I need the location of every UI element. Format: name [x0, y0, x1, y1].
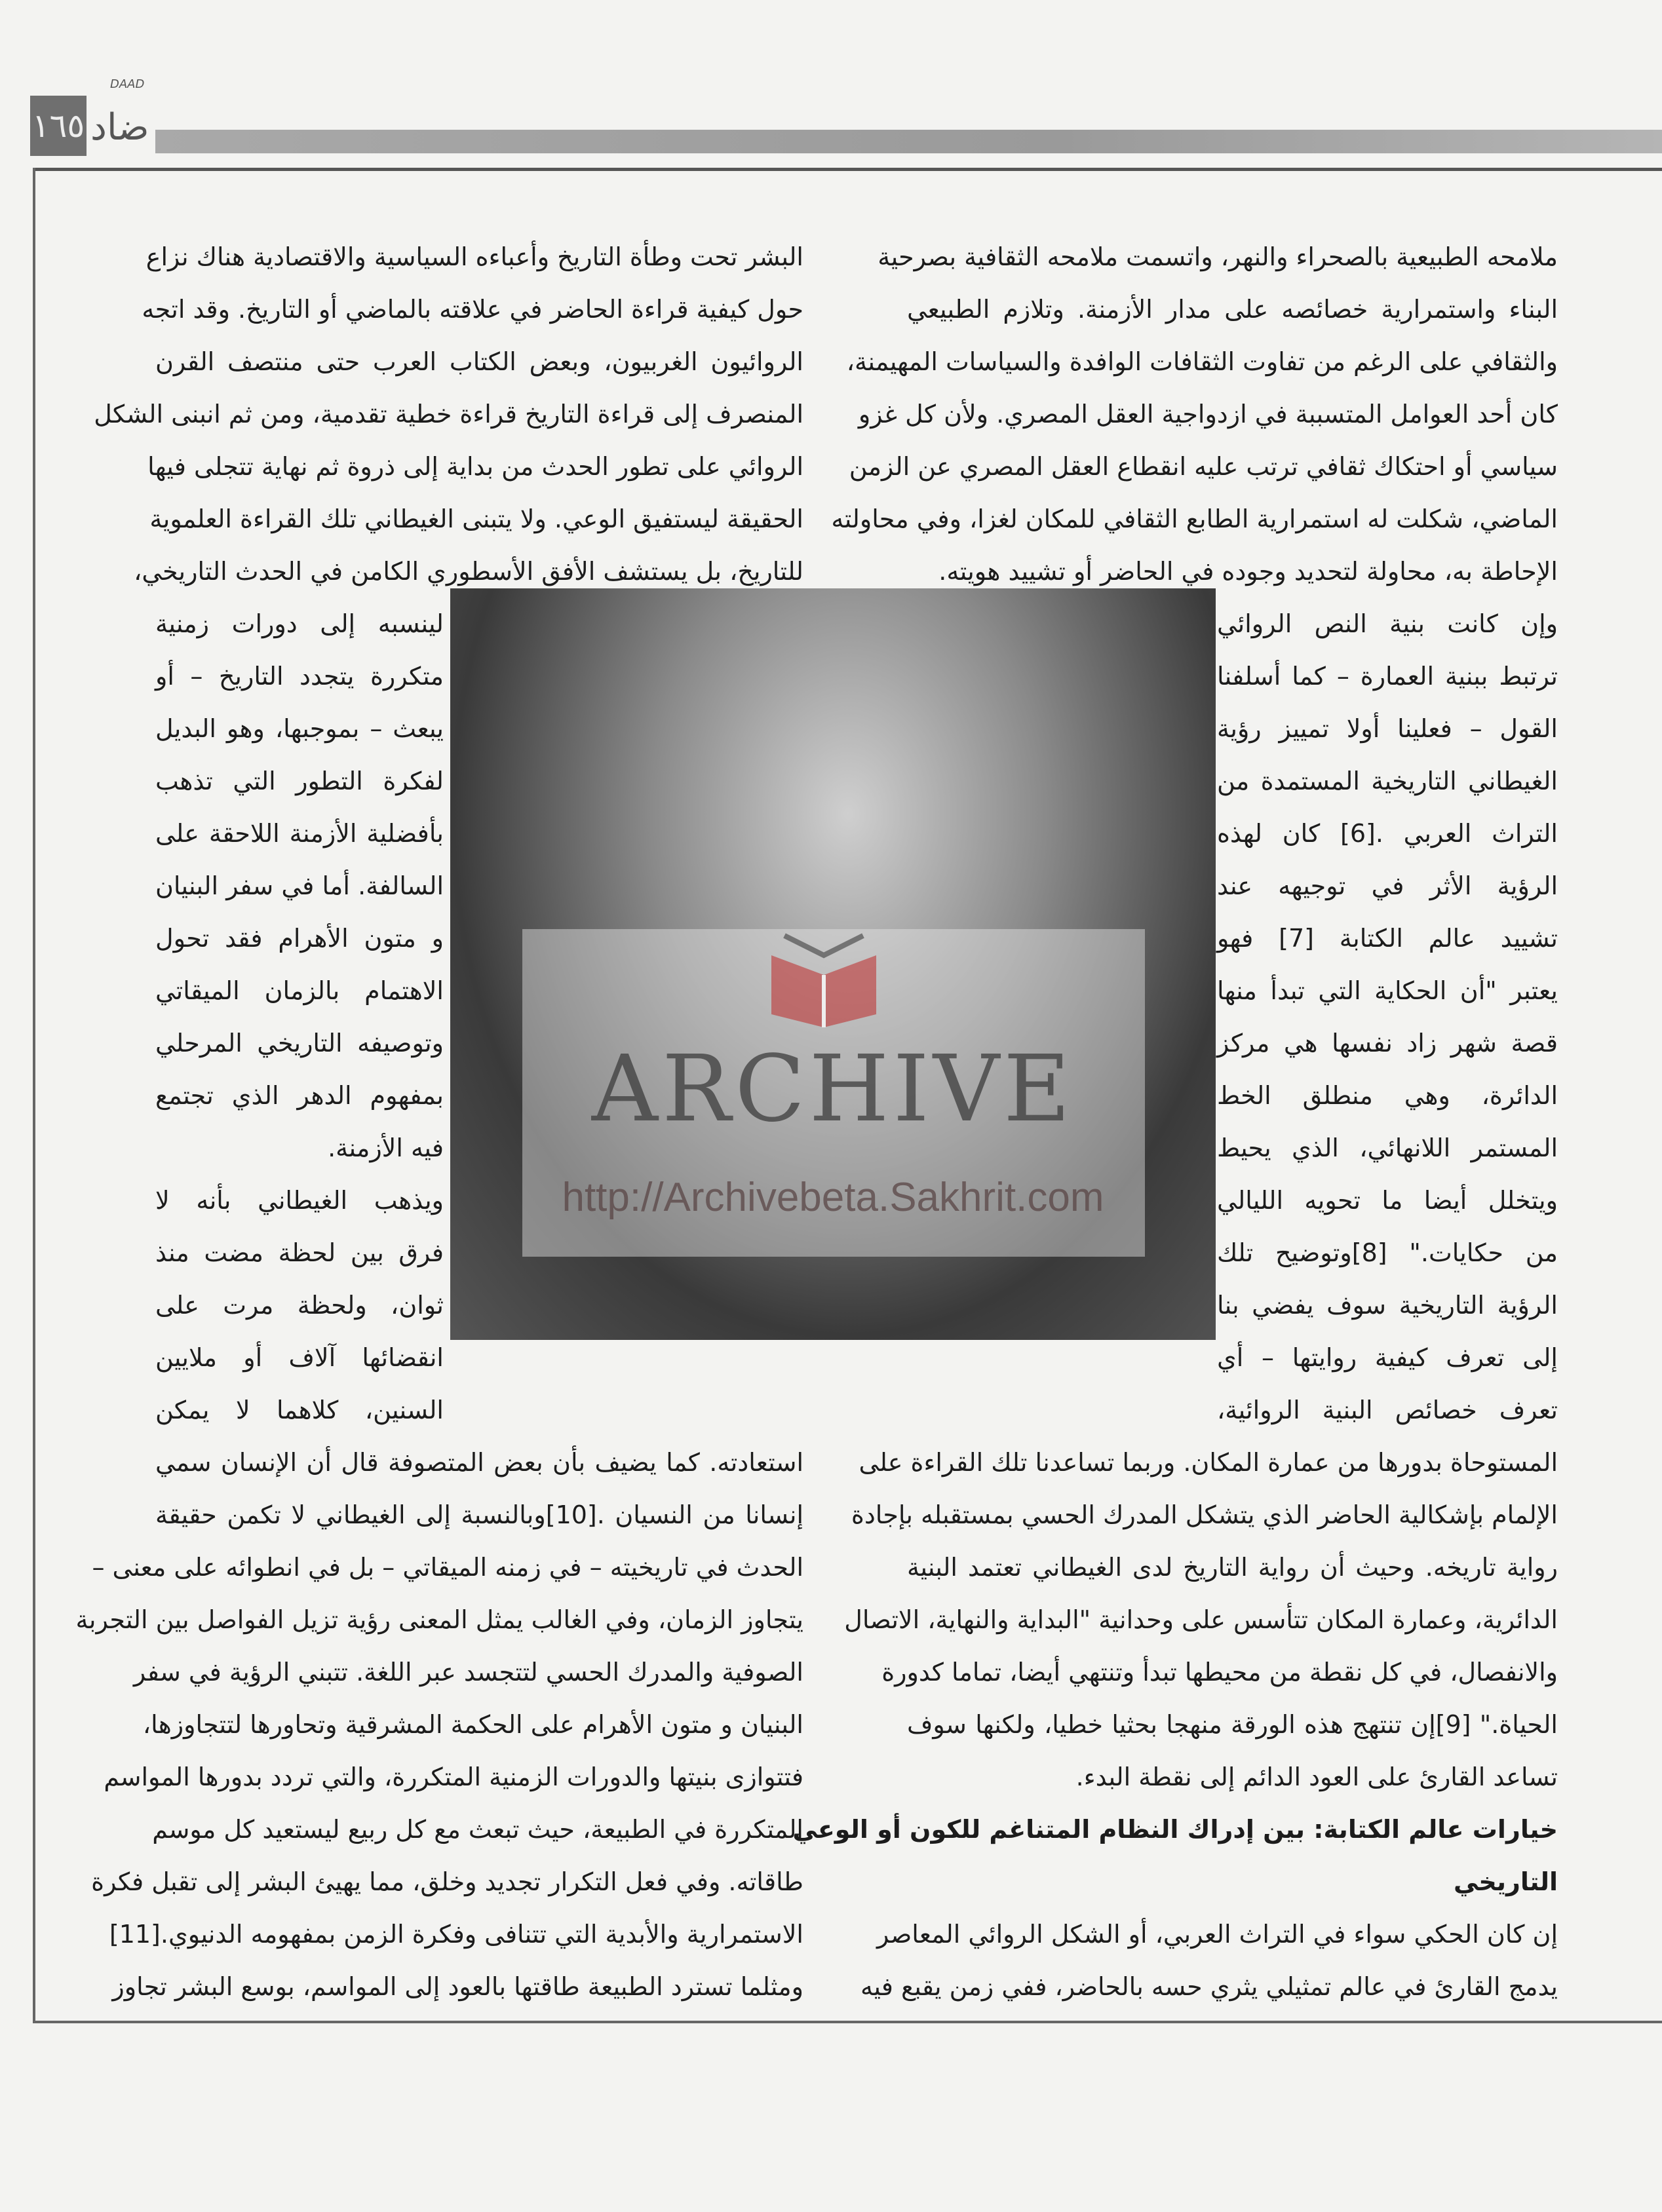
watermark-url: http://Archivebeta.Sakhrit.com — [562, 1175, 1104, 1220]
text-line: ويذهب الغيطاني بأنه لا — [155, 1186, 444, 1215]
text-line: المستمر اللانهائي، الذي يحيط — [1217, 1134, 1558, 1162]
text-line: ثوان، ولحظة مرت على — [155, 1291, 444, 1320]
text-line: وإن كانت بنية النص الروائي — [1217, 609, 1558, 638]
text-line: سياسي أو احتكاك ثقافي ترتب عليه انقطاع العقل المصري عن الزمن — [849, 452, 1558, 481]
text-line: فيه الأزمنة. — [328, 1134, 444, 1162]
text-line: يعتبر "أن الحكاية التي تبدأ منها — [1217, 976, 1558, 1005]
logo-arabic: ضاد — [90, 106, 149, 149]
text-line: والثقافي على الرغم من تفاوت الثقافات الوافدة والسياسات المهيمنة، — [846, 347, 1558, 376]
text-line: يتجاوز الزمان، وفي الغالب يمثل المعنى رؤية تزيل الفواصل بين التجربة — [75, 1605, 803, 1634]
text-line: من حكايات." [8]وتوضيح تلك — [1217, 1238, 1558, 1267]
text-line: ترتبط ببنية العمارة – كما أسلفنا — [1217, 662, 1558, 691]
text-line: الرؤية الأثر في توجيهه عند — [1217, 871, 1558, 900]
text-line: لفكرة التطور التي تذهب — [155, 767, 444, 795]
logo-latin: DAAD — [110, 77, 145, 91]
text-line: قصة شهر زاد نفسها هي مركز — [1217, 1029, 1558, 1058]
text-line: انقضائها آلاف أو ملايين — [155, 1343, 444, 1372]
bottom-rule — [33, 2021, 1662, 2023]
text-line: القول – فعلينا أولا تمييز رؤية — [1217, 714, 1558, 743]
text-line: رواية تاريخه. وحيث أن رواية التاريخ لدى الغيطاني تعتمد البنية — [907, 1553, 1558, 1582]
left-rule — [33, 168, 35, 2022]
text-line: إلى تعرف كيفية روايتها – أي — [1217, 1343, 1558, 1372]
text-line: السنين، كلاهما لا يمكن — [155, 1396, 444, 1424]
text-line: إنسانا من النسيان .[10]وبالنسبة إلى الغيطاني لا تكمن حقيقة — [155, 1500, 803, 1529]
text-line: الصوفية والمدرك الحسي لتتجسد عبر اللغة. تتبني الرؤية في سفر — [133, 1658, 803, 1687]
text-line: خيارات عالم الكتابة: بين إدراك النظام المتناغم للكون أو الوعي — [792, 1815, 1558, 1844]
text-line: حول كيفية قراءة الحاضر في علاقته بالماضي أو التاريخ. وقد اتجه — [142, 295, 803, 324]
text-line: طاقاته. وفي فعل التكرار تجديد وخلق، مما يهيئ البشر إلى تقبل فكرة — [91, 1867, 803, 1896]
text-line: تساعد القارئ على العود الدائم إلى نقطة البدء. — [1075, 1763, 1558, 1791]
text-line: الاستمرارية والأبدية التي تتنافى وفكرة الزمن بمفهومه الدنيوي.[11] — [109, 1920, 803, 1949]
text-line: الروائيون الغربيون، وبعض الكتاب العرب حتى منتصف القرن — [155, 347, 803, 376]
text-line: و متون الأهرام فقد تحول — [155, 924, 444, 953]
text-line: الروائي على تطور الحدث من بداية إلى ذروة ثم نهاية تتجلى فيها — [147, 452, 803, 481]
text-line: متكررة يتجدد التاريخ – أو — [155, 662, 444, 691]
text-line: ويتخلل أيضا ما تحويه الليالي — [1217, 1186, 1558, 1215]
text-line: المستوحاة بدورها من عمارة المكان. وربما تساعدنا تلك القراءة على — [859, 1448, 1558, 1477]
text-line: الدائرية، وعمارة المكان تتأسس على وحدانية "البداية والنهاية، الاتصال — [844, 1605, 1558, 1634]
text-line: ومثلما تسترد الطبيعة طاقتها بالعود إلى المواسم، بوسع البشر تجاوز — [112, 1972, 803, 2001]
text-line: المنصرف إلى قراءة التاريخ قراءة خطية تقدمية، ومن ثم انبنى الشكل — [94, 400, 803, 429]
watermark-text: ARCHIVE — [591, 1036, 1075, 1143]
text-line: يدمج القارئ في عالم تمثيلي يثري حسه بالحاضر، ففي زمن يقبع فيه — [860, 1972, 1558, 2001]
text-line: التاريخي — [1453, 1867, 1558, 1896]
top-rule — [33, 168, 1662, 171]
text-line: كان أحد العوامل المتسببة في ازدواجية العقل المصري. ولأن كل غزو — [858, 400, 1558, 429]
text-line: بمفهوم الدهر الذي تجتمع — [155, 1081, 444, 1110]
left-column — [75, 231, 803, 2013]
text-line: المتكررة في الطبيعة، حيث تبعث مع كل ربيع ليستعيد كل موسم — [152, 1815, 803, 1844]
text-line: الإلمام بإشكالية الحاضر الذي يتشكل المدرك الحسي بمستقبله بإجادة — [851, 1500, 1558, 1529]
text-line: الغيطاني التاريخية المستمدة من — [1217, 767, 1558, 795]
text-line: الحياة." [9]إن تنتهج هذه الورقة منهجا بحثيا خطيا، ولكنها سوف — [907, 1710, 1558, 1739]
header-bar — [155, 130, 1662, 153]
text-line: للتاريخ، بل يستشف الأفق الأسطوري الكامن في الحدث التاريخي، — [134, 557, 803, 586]
text-line: الدائرة، وهي منطلق الخط — [1217, 1081, 1558, 1110]
page-number: ١٦٥ — [30, 96, 87, 156]
text-line: البنيان و متون الأهرام على الحكمة المشرقية وتحاورها لتتجاوزها، — [142, 1710, 803, 1739]
text-line: البشر تحت وطأة التاريخ وأعباءه السياسية والاقتصادية هناك نزاع — [145, 242, 803, 271]
text-line: الإحاطة به، محاولة لتحديد وجوده في الحاضر أو تشييد هويته. — [938, 557, 1558, 586]
text-line: وتوصيفه التاريخي المرحلي — [155, 1029, 444, 1058]
text-line: استعادته. كما يضيف بأن بعض المتصوفة قال أن الإنسان سمي — [155, 1448, 803, 1477]
text-line: التراث العربي .[6] كان لهذه — [1217, 819, 1558, 848]
text-line: تعرف خصائص البنية الروائية، — [1217, 1396, 1558, 1424]
text-line: الماضي، شكلت له استمرارية الطابع الثقافي للمكان لغزا، وفي محاولته — [831, 505, 1558, 533]
magazine-logo — [90, 77, 155, 159]
text-line: الرؤية التاريخية سوف يفضي بنا — [1217, 1291, 1558, 1320]
text-line: البناء واستمرارية خصائصه على مدار الأزمنة. وتلازم الطبيعي — [907, 295, 1558, 324]
text-line: بأفضلية الأزمنة اللاحقة على — [155, 819, 444, 848]
text-line: الحدث في تاريخيته – في زمنه الميقاتي – بل في انطوائه على معنى – — [92, 1553, 803, 1582]
text-line: الاهتمام بالزمان الميقاتي — [155, 976, 444, 1005]
text-line: فتتوازى بنيتها والدورات الزمنية المتكررة، والتي تردد بدورها المواسم — [104, 1763, 803, 1791]
text-line: والانفصال، في كل نقطة من محيطها تبدأ وتنتهي أيضا، تماما كدورة — [881, 1658, 1558, 1687]
text-line: السالفة. أما في سفر البنيان — [155, 871, 444, 900]
text-line: إن كان الحكي سواء في التراث العربي، أو الشكل الروائي المعاصر — [877, 1920, 1558, 1949]
text-line: الحقيقة ليستفيق الوعي. ولا يتبنى الغيطاني تلك القراءة العلموية — [149, 505, 803, 533]
text-line: تشييد عالم الكتابة [7] فهو — [1217, 924, 1558, 953]
text-line: فرق بين لحظة مضت منذ — [155, 1238, 444, 1267]
text-line: ملامحه الطبيعية بالصحراء والنهر، واتسمت ملامحه الثقافية بصرحية — [878, 242, 1558, 271]
text-line: لينسبه إلى دورات زمنية — [155, 609, 444, 638]
text-line: يبعث – بموجبها، وهو البديل — [155, 714, 444, 743]
